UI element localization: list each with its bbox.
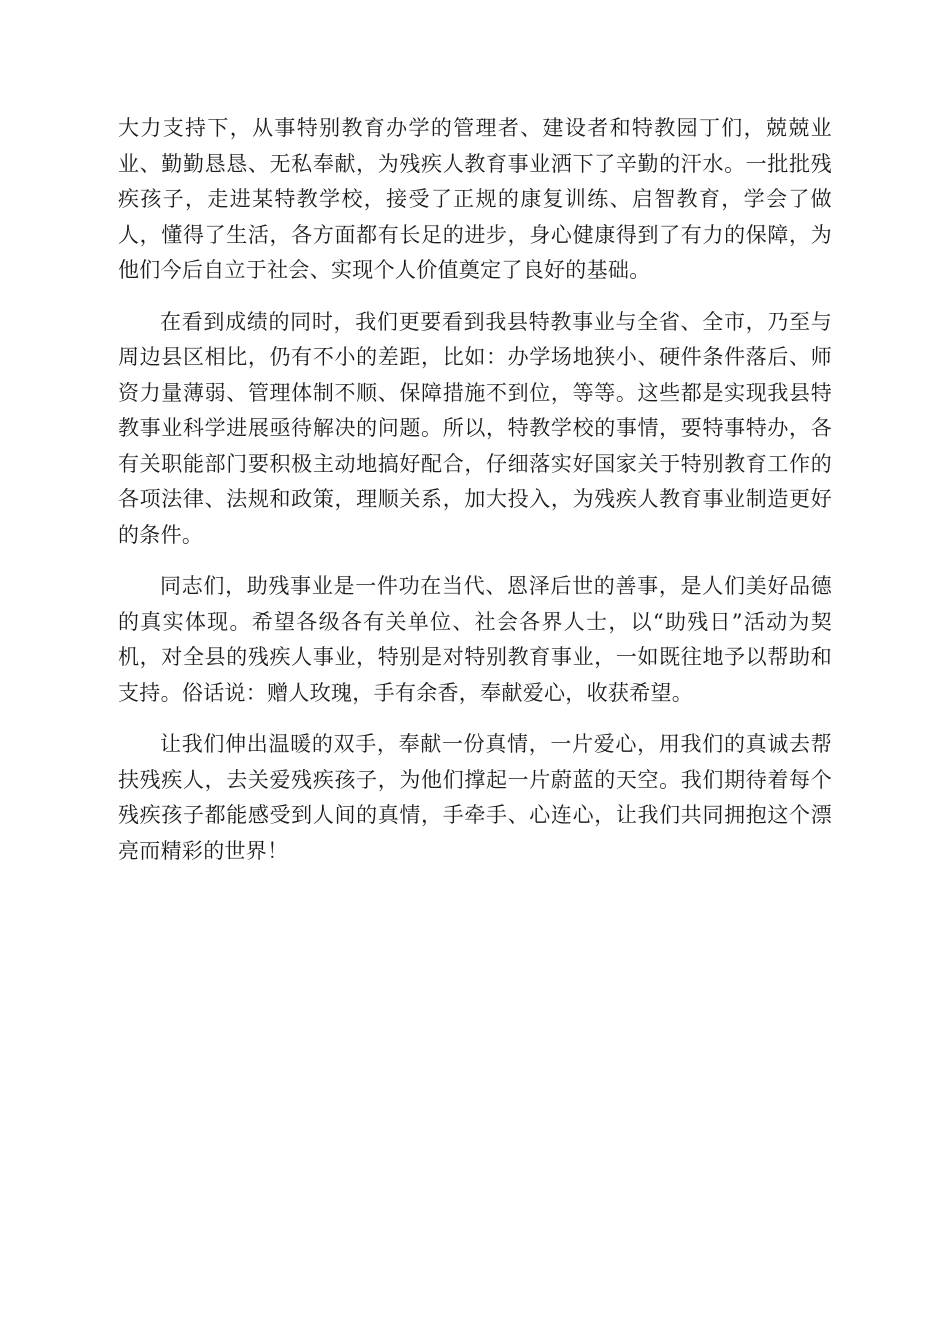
document-body [118,111,832,885]
paragraph-appeal: 同志们，助残事业是一件功在当代、恩泽后世的善事，是人们美好品德的真实体现。希望各级各有关单位、社会各界人士，以“助残日”活动为契机，对全县的残疾人事业，特别是对特别教育事业，一如既往地予以帮助和支持。俗话说：赠人玫瑰，手有余香，奉献爱心，收获希望。 [118,574,832,705]
paragraph-closing: 让我们伸出温暖的双手，奉献一份真情，一片爱心，用我们的真诚去帮扶残疾人，去关爱残疾孩子，为他们撑起一片蔚蓝的天空。我们期待着每个残疾孩子都能感受到人间的真情，手牵手、心连心，让我们共同拥抱这个漂亮而精彩的世界！ [118,732,832,863]
paragraph-gaps: 在看到成绩的同时，我们更要看到我县特教事业与全省、全市，乃至与周边县区相比，仍有不小的差距，比如：办学场地狭小、硬件条件落后、师资力量薄弱、管理体制不顺、保障措施不到位，等等。这些都是实现我县特教事业科学进展亟待解决的问题。所以，特教学校的事情，要特事特办，各有关职能部门要积极主动地搞好配合，仔细落实好国家关于特别教育工作的各项法律、法规和政策，理顺关系，加大投入，为残疾人教育事业制造更好的条件。 [118,309,832,547]
paragraph-continued: 大力支持下，从事特别教育办学的管理者、建设者和特教园丁们，兢兢业业、勤勤恳恳、无私奉献，为残疾人教育事业洒下了辛勤的汗水。一批批残疾孩子，走进某特教学校，接受了正规的康复训练、启智教育，学会了做人，懂得了生活，各方面都有长足的进步，身心健康得到了有力的保障，为他们今后自立于社会、实现个人价值奠定了良好的基础。 [118,116,832,282]
